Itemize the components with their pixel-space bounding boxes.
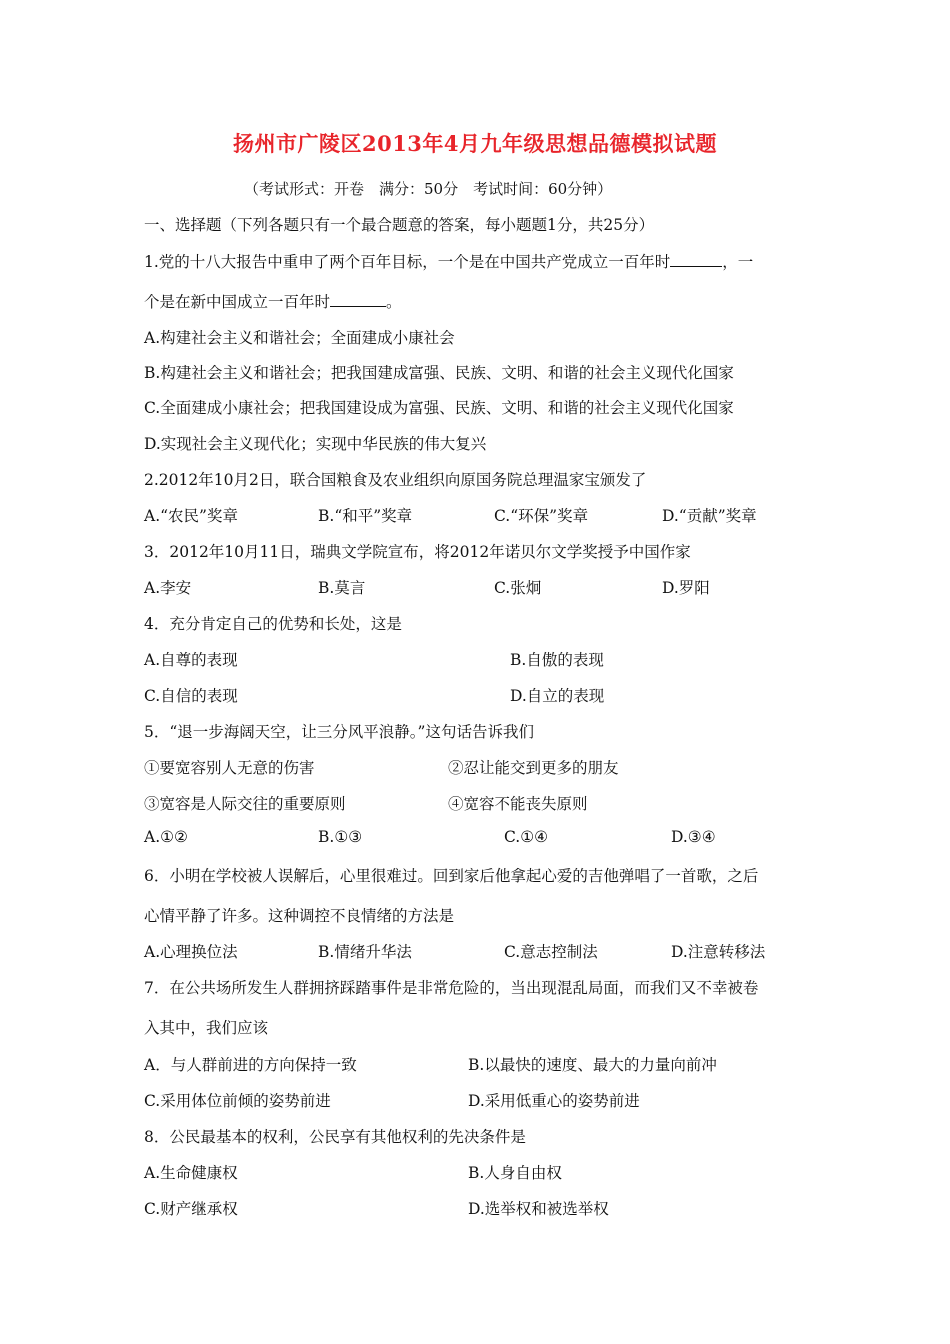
answer-blank [330,292,386,307]
question-8-stem: 8．公民最基本的权利，公民享有其他权利的先决条件是 [144,1128,526,1146]
question-5-statement-2: ②忍让能交到更多的朋友 [448,759,619,777]
question-2-option-b: B.“和平”奖章 [318,507,413,525]
question-7-option-d: D.采用低重心的姿势前进 [468,1092,640,1110]
question-4-option-d: D.自立的表现 [510,687,605,705]
question-8-option-b: B.人身自由权 [468,1164,562,1182]
question-4-stem: 4．充分肯定自己的优势和长处，这是 [144,615,402,633]
question-1-text: 1.党的十八大报告中重申了两个百年目标，一个是在中国共产党成立一百年时 [144,253,671,271]
question-5-stem: 5．“退一步海阔天空，让三分风平浪静。”这句话告诉我们 [144,723,534,741]
question-6-stem-line2: 心情平静了许多。这种调控不良情绪的方法是 [144,907,455,925]
question-7-option-b: B.以最快的速度、最大的力量向前冲 [468,1056,717,1074]
question-8-option-d: D.选举权和被选举权 [468,1200,609,1218]
question-1-text-tail: ，一 [722,253,754,271]
question-7-option-c: C.采用体位前倾的姿势前进 [144,1092,331,1110]
question-3-option-c: C.张炯 [494,579,542,597]
question-6-option-c: C.意志控制法 [504,943,598,961]
exam-info: （考试形式：开卷 满分：50分 考试时间：60分钟） [244,180,613,198]
question-1-stem-line2 [144,290,402,312]
question-2-option-d: D.“贡献”奖章 [662,507,757,525]
question-3-option-a: A.李安 [144,579,192,597]
question-3-option-b: B.莫言 [318,579,366,597]
question-4-option-a: A.自尊的表现 [144,651,238,669]
exam-title: 扬州市广陵区2013年4月九年级思想品德模拟试题 [232,131,718,156]
question-6-stem-line1: 6．小明在学校被人误解后，心里很难过。回到家后他拿起心爱的吉他弹唱了一首歌，之后 [144,867,759,885]
question-2-stem: 2.2012年10月2日，联合国粮食及农业组织向原国务院总理温家宝颁发了 [144,471,647,489]
question-8-option-c: C.财产继承权 [144,1200,238,1218]
question-1-text: 个是在新中国成立一百年时 [144,293,331,311]
question-3-option-d: D.罗阳 [662,579,710,597]
question-1-option-d: D.实现社会主义现代化；实现中华民族的伟大复兴 [144,435,487,453]
question-1-option-a: A.构建社会主义和谐社会；全面建成小康社会 [144,329,455,347]
question-5-statement-3: ③宽容是人际交往的重要原则 [144,795,346,813]
question-6-option-b: B.情绪升华法 [318,943,412,961]
question-7-option-a: A．与人群前进的方向保持一致 [144,1056,357,1074]
question-4-option-c: C.自信的表现 [144,687,238,705]
question-1-stem-line1 [144,250,753,272]
question-5-option-c: C.①④ [504,828,549,846]
question-7-stem-line2: 入其中，我们应该 [144,1019,269,1037]
question-5-statement-4: ④宽容不能丧失原则 [448,795,588,813]
question-4-option-b: B.自傲的表现 [510,651,604,669]
question-2-option-c: C.“环保”奖章 [494,507,589,525]
question-5-statement-1: ①要宽容别人无意的伤害 [144,759,315,777]
question-2-option-a: A.“农民”奖章 [144,507,238,525]
question-8-option-a: A.生命健康权 [144,1164,238,1182]
question-1-text-tail: 。 [386,293,402,311]
question-5-option-d: D.③④ [671,828,716,846]
question-5-option-a: A.①② [144,828,188,846]
question-6-option-d: D.注意转移法 [671,943,766,961]
question-1-option-c: C.全面建成小康社会；把我国建设成为富强、民族、文明、和谐的社会主义现代化国家 [144,399,734,417]
question-5-option-b: B.①③ [318,828,363,846]
question-3-stem: 3．2012年10月11日，瑞典文学院宣布，将2012年诺贝尔文学奖授予中国作家 [144,543,691,561]
answer-blank [670,252,722,267]
question-1-option-b: B.构建社会主义和谐社会；把我国建成富强、民族、文明、和谐的社会主义现代化国家 [144,364,734,382]
question-7-stem-line1: 7．在公共场所发生人群拥挤踩踏事件是非常危险的，当出现混乱局面，而我们又不幸被卷 [144,979,759,997]
question-6-option-a: A.心理换位法 [144,943,238,961]
section-heading: 一、选择题（下列各题只有一个最合题意的答案，每小题题1分，共25分） [144,216,655,234]
